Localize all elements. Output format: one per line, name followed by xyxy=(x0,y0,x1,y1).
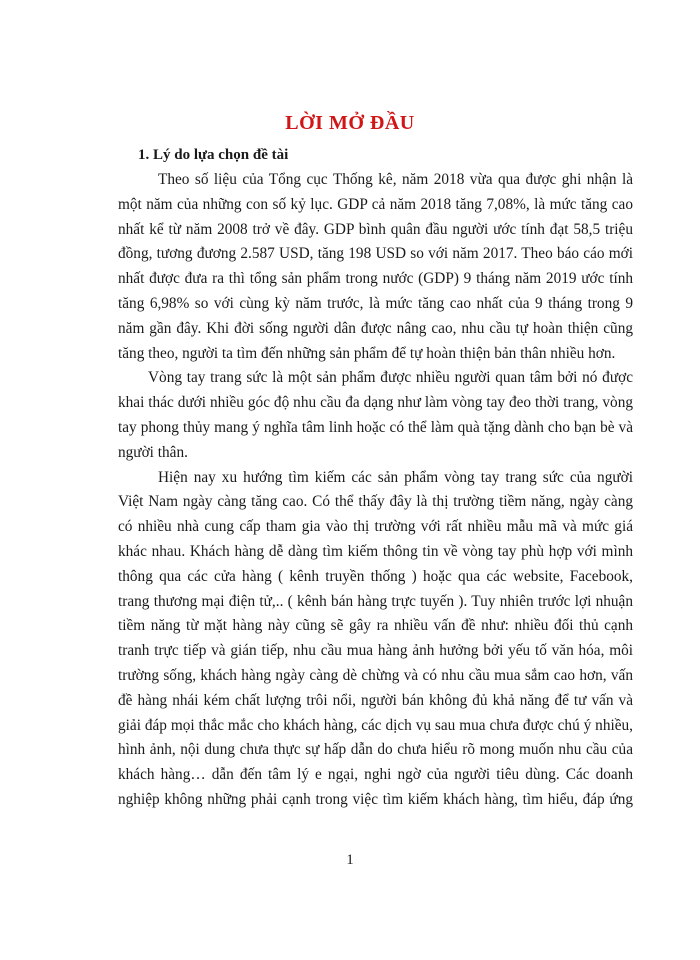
text-line: nhất kể từ năm 2008 trở về đây. GDP bình quân đầu người ước tính đạt 58,5 triệu xyxy=(118,220,633,238)
text-line: khách hàng… dẫn đến tâm lý e ngại, nghi ngờ của người tiêu dùng. Các doanh xyxy=(118,766,633,784)
text-line: trang thương mại điện tử,.. ( kênh bán hàng trực tuyến ). Tuy nhiên trước lợi nhuận xyxy=(118,592,633,610)
text-line: tranh trực tiếp và gián tiếp, nhu cầu mua hàng ảnh hưởng bởi yếu tố văn hóa, môi xyxy=(118,642,633,660)
text-line: thông qua các cửa hàng ( kênh truyền thống ) hoặc qua các website, Facebook, xyxy=(118,567,633,585)
text-line: khác nhau. Khách hàng dễ dàng tìm kiếm thông tin về vòng tay phù hợp với mình xyxy=(118,542,633,560)
section-heading: 1. Lý do lựa chọn đề tài xyxy=(138,147,289,163)
text-line: năm gần đây. Khi đời sống người dân được nâng cao, nhu cầu tự hoàn thiện cũng xyxy=(118,319,633,337)
text-line: tăng theo, người ta tìm đến những sản phẩm để tự hoàn thiện bản thân nhiều hơn. xyxy=(118,344,616,362)
text-line: đề hàng nhái kém chất lượng trôi nổi, người bán không đủ khả năng để tư vấn và xyxy=(118,691,633,709)
text-line: tiềm năng từ mặt hàng này cũng sẽ gây ra nhiều vấn đề như: nhiều đối thủ cạnh xyxy=(118,617,633,635)
text-line: người thân. xyxy=(118,443,188,461)
text-line: giải đáp mọi thắc mắc cho khách hàng, các dịch vụ sau mua chưa được chú ý nhiều, xyxy=(118,716,633,734)
document-body xyxy=(118,168,633,813)
text-line: Theo số liệu của Tổng cục Thống kê, năm 2018 vừa qua được ghi nhận là xyxy=(158,171,633,188)
text-line: nghiệp không những phải cạnh trong việc tìm kiếm khách hàng, tìm hiểu, đáp ứng xyxy=(118,790,633,808)
text-line: khai thác dưới nhiều góc độ nhu cầu đa dạng như làm vòng tay đeo thời trang, vòng xyxy=(118,394,633,412)
text-line: đồng, tương đương 2.587 USD, tăng 198 USD so với năm 2017. Theo báo cáo mới xyxy=(118,245,633,263)
text-line: tay phong thủy mang ý nghĩa tâm linh hoặc có thể làm quà tặng dành cho bạn bè và xyxy=(118,418,633,436)
text-line: trường sống, khách hàng ngày càng dè chừng và có nhu cầu mua sắm cao hơn, vấn xyxy=(118,666,633,684)
paragraph-1 xyxy=(118,168,633,366)
page-title: LỜI MỞ ĐẦU xyxy=(285,112,415,134)
text-line: nhất được đưa ra thì tổng sản phẩm trong nước (GDP) 9 tháng năm 2019 ước tính xyxy=(118,270,633,288)
text-line: Việt Nam ngày càng tăng cao. Có thể thấy đây là thị trường tiềm năng, ngày càng xyxy=(118,493,633,511)
text-line: Vòng tay trang sức là một sản phẩm được nhiều người quan tâm bởi nó được xyxy=(148,369,633,387)
text-line: một năm của những con số kỷ lục. GDP cả năm 2018 tăng 7,08%, là mức tăng cao xyxy=(118,195,633,213)
text-line: có nhiều nhà cung cấp tham gia vào thị trường với rất nhiều mẫu mã và mức giá xyxy=(118,518,633,536)
page-number: 1 xyxy=(346,852,354,868)
text-line: tăng 6,98% so với cùng kỳ năm trước, là mức tăng cao nhất của 9 tháng trong 9 xyxy=(118,294,633,312)
text-line: hình ảnh, nội dung chưa thực sự hấp dẫn do chưa hiểu rõ mong muốn nhu cầu của xyxy=(118,741,633,759)
paragraph-2 xyxy=(118,366,633,465)
text-line: Hiện nay xu hướng tìm kiếm các sản phẩm vòng tay trang sức của người xyxy=(158,468,633,486)
paragraph-3 xyxy=(118,466,633,813)
